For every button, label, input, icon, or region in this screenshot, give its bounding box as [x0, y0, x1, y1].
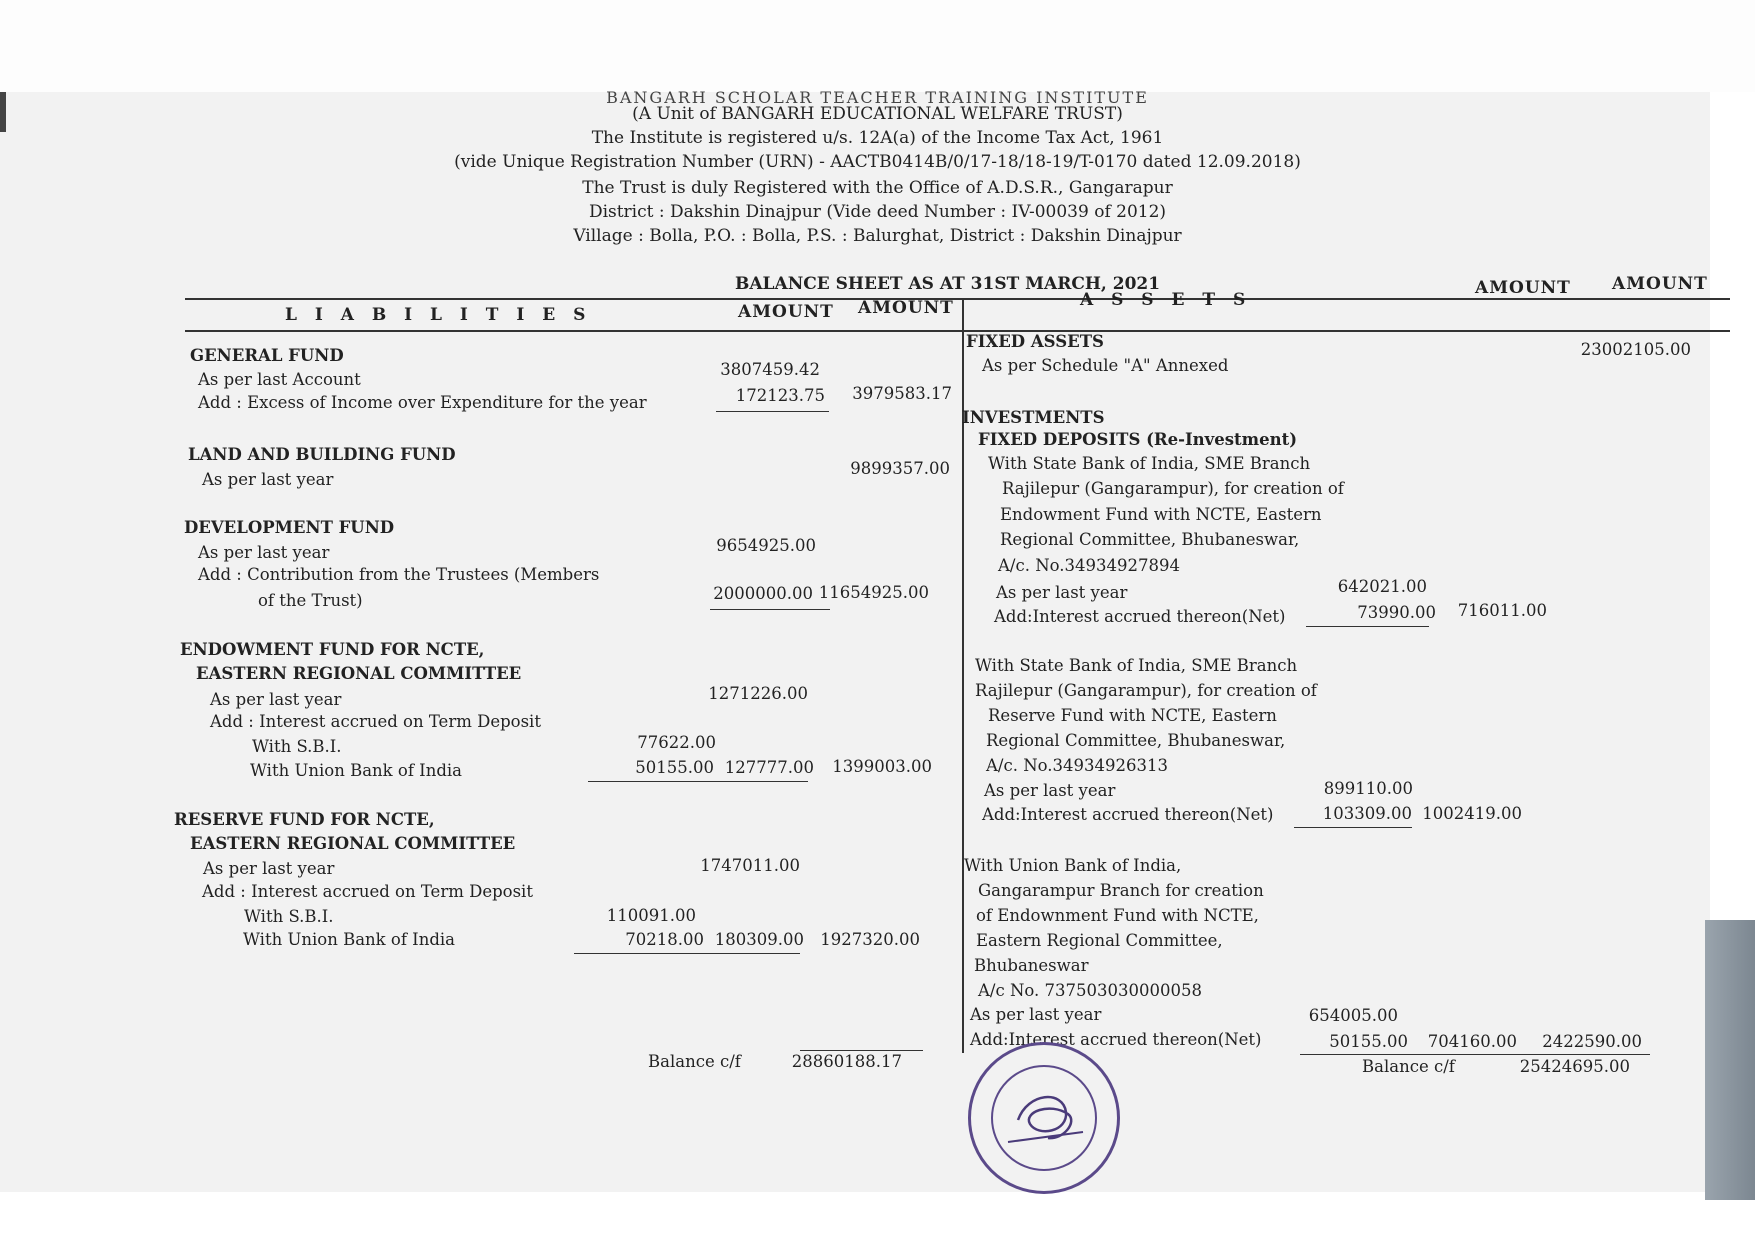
liab-balance-overline	[800, 1050, 923, 1051]
reserve-underline	[574, 953, 800, 954]
liab-amount-heading-1: AMOUNT	[738, 302, 834, 322]
fd-heading: FIXED DEPOSITS (Re-Investment)	[978, 430, 1298, 449]
fd1-line-1: With State Bank of India, SME Branch	[988, 454, 1311, 473]
endowment-underline	[588, 781, 808, 782]
endowment-line-1: As per last year	[210, 690, 342, 709]
fd1-line-2: Rajilepur (Gangarampur), for creation of	[1002, 479, 1344, 498]
reserve-interest-total: 180309.00	[714, 930, 804, 949]
fd3-add-interest-amount: 50155.00	[1329, 1032, 1408, 1051]
general-fund-line-2-amount: 172123.75	[735, 386, 825, 405]
reserve-heading-2: EASTERN REGIONAL COMMITTEE	[190, 834, 516, 853]
reserve-ubi-label: With Union Bank of India	[243, 930, 456, 949]
fd1-line-5: A/c. No.34934927894	[998, 556, 1181, 575]
fd3-line-3: of Endownment Fund with NCTE,	[976, 906, 1259, 925]
fd3-total: 704160.00	[1427, 1032, 1517, 1051]
fd3-line-1: With Union Bank of India,	[964, 856, 1182, 875]
fd3-line-4: Eastern Regional Committee,	[976, 931, 1223, 950]
header-line-2: The Institute is registered u/s. 12A(a) of the Income Tax Act, 1961	[591, 128, 1164, 148]
org-name-cutoff: BANGARH SCHOLAR TEACHER TRAINING INSTITUTE	[606, 88, 1149, 107]
fd1-last-year-amount: 642021.00	[1337, 577, 1427, 596]
fd1-add-interest: Add:Interest accrued thereon(Net)	[994, 607, 1286, 626]
fd2-add-interest-amount: 103309.00	[1322, 804, 1412, 823]
fd2-line-5: A/c. No.34934926313	[986, 756, 1169, 775]
fd3-add-interest: Add:Interest accrued thereon(Net)	[970, 1030, 1262, 1049]
endowment-ubi-label: With Union Bank of India	[250, 761, 463, 780]
investments-heading: INVESTMENTS	[962, 408, 1105, 427]
header-rule-top	[185, 298, 1730, 300]
fd2-line-2: Rajilepur (Gangarampur), for creation of	[975, 681, 1317, 700]
dev-fund-heading: DEVELOPMENT FUND	[184, 518, 395, 537]
reserve-total: 1927320.00	[820, 930, 920, 949]
header-line-5: District : Dakshin Dinajpur (Vide deed Number : IV-00039 of 2012)	[588, 202, 1167, 222]
dev-fund-total: 11654925.00	[818, 583, 929, 602]
reserve-sbi-amount: 110091.00	[606, 906, 696, 925]
assets-heading: A S S E T S	[1080, 290, 1252, 310]
signature-scribble	[968, 1042, 1120, 1194]
fd1-line-3: Endowment Fund with NCTE, Eastern	[1000, 505, 1322, 524]
endowment-heading-2: EASTERN REGIONAL COMMITTEE	[196, 664, 522, 683]
liabilities-heading: L I A B I L I T I E S	[285, 305, 592, 325]
fd1-line-4: Regional Committee, Bhubaneswar,	[1000, 530, 1300, 549]
dev-fund-line-2a: Add : Contribution from the Trustees (Members	[198, 565, 600, 584]
dev-fund-line-2b: of the Trust)	[258, 591, 363, 610]
header-line-6: Village : Bolla, P.O. : Bolla, P.S. : Balurghat, District : Dakshin Dinajpur	[573, 226, 1182, 246]
general-fund-line-1: As per last Account	[198, 370, 361, 389]
endowment-sbi-amount: 77622.00	[637, 733, 716, 752]
fd1-total: 716011.00	[1457, 601, 1547, 620]
fd3-line-6: A/c No. 737503030000058	[978, 981, 1202, 1000]
scan-margin-top	[0, 0, 1755, 92]
dev-fund-underline	[710, 609, 830, 610]
general-fund-heading: GENERAL FUND	[190, 346, 344, 365]
fd3-grand-total: 2422590.00	[1542, 1032, 1642, 1051]
fd2-total: 1002419.00	[1422, 804, 1522, 823]
endowment-heading-1: ENDOWMENT FUND FOR NCTE,	[180, 640, 485, 659]
reserve-line-1: As per last year	[203, 859, 335, 878]
asset-amount-heading-1: AMOUNT	[1475, 278, 1571, 298]
endowment-line-2: Add : Interest accrued on Term Deposit	[210, 712, 541, 731]
fd1-add-interest-amount: 73990.00	[1357, 603, 1436, 622]
endowment-ubi-amount: 50155.00	[635, 758, 714, 777]
reserve-line-2: Add : Interest accrued on Term Deposit	[202, 882, 533, 901]
fd3-underline	[1300, 1054, 1650, 1055]
fd2-line-3: Reserve Fund with NCTE, Eastern	[988, 706, 1277, 725]
dev-fund-line-1-amount: 9654925.00	[716, 536, 816, 555]
reserve-sbi-label: With S.B.I.	[244, 907, 334, 926]
fixed-assets-heading: FIXED ASSETS	[966, 332, 1104, 351]
land-fund-total: 9899357.00	[850, 459, 950, 478]
endowment-sbi-label: With S.B.I.	[252, 737, 342, 756]
general-fund-line-2: Add : Excess of Income over Expenditure for the year	[198, 393, 647, 412]
general-fund-underline	[716, 411, 829, 412]
asset-amount-heading-2: AMOUNT	[1612, 274, 1708, 294]
reserve-ubi-amount: 70218.00	[625, 930, 704, 949]
liab-balance-amount: 28860188.17	[791, 1052, 902, 1071]
header-line-3: (vide Unique Registration Number (URN) - AACTB0414B/0/17-18/18-19/T-0170 dated 12.09.2018)	[454, 152, 1301, 172]
endowment-total: 1399003.00	[832, 757, 932, 776]
dev-fund-line-1: As per last year	[198, 543, 330, 562]
fd2-add-interest: Add:Interest accrued thereon(Net)	[982, 805, 1274, 824]
general-fund-line-1-amount: 3807459.42	[720, 360, 820, 379]
balance-sheet-title: BALANCE SHEET AS AT 31ST MARCH, 2021	[735, 274, 1161, 294]
fd1-underline	[1306, 626, 1429, 627]
fd2-last-year: As per last year	[984, 781, 1116, 800]
asset-balance-label: Balance c/f	[1362, 1057, 1455, 1076]
fixed-assets-line-1: As per Schedule "A" Annexed	[982, 356, 1229, 375]
liab-balance-label: Balance c/f	[648, 1052, 741, 1071]
endowment-interest-total: 127777.00	[724, 758, 814, 777]
auditor-stamp	[968, 1042, 1120, 1194]
reserve-heading-1: RESERVE FUND FOR NCTE,	[174, 810, 435, 829]
fd2-underline	[1294, 827, 1412, 828]
fd3-line-5: Bhubaneswar	[974, 956, 1089, 975]
header-rule-bottom	[185, 330, 1730, 332]
land-fund-line-1: As per last year	[202, 470, 334, 489]
general-fund-total: 3979583.17	[852, 384, 952, 403]
fd2-line-1: With State Bank of India, SME Branch	[975, 656, 1298, 675]
liab-amount-heading-2: AMOUNT	[858, 298, 954, 318]
fd3-last-year: As per last year	[970, 1005, 1102, 1024]
land-fund-heading: LAND AND BUILDING FUND	[188, 445, 456, 464]
asset-balance-amount: 25424695.00	[1519, 1057, 1630, 1076]
endowment-line-1-amount: 1271226.00	[708, 684, 808, 703]
dev-fund-line-2-amount: 2000000.00	[713, 584, 813, 603]
fd3-last-year-amount: 654005.00	[1308, 1006, 1398, 1025]
scan-edge-right	[1705, 920, 1755, 1200]
fd3-line-2: Gangarampur Branch for creation	[978, 881, 1264, 900]
header-line-4: The Trust is duly Registered with the Office of A.D.S.R., Gangarapur	[582, 178, 1173, 198]
fd1-last-year: As per last year	[996, 583, 1128, 602]
fd2-last-year-amount: 899110.00	[1323, 779, 1413, 798]
header-line-1: (A Unit of BANGARH EDUCATIONAL WELFARE TRUST)	[632, 104, 1123, 124]
reserve-line-1-amount: 1747011.00	[700, 856, 800, 875]
fd2-line-4: Regional Committee, Bhubaneswar,	[986, 731, 1286, 750]
fixed-assets-total: 23002105.00	[1580, 340, 1691, 359]
